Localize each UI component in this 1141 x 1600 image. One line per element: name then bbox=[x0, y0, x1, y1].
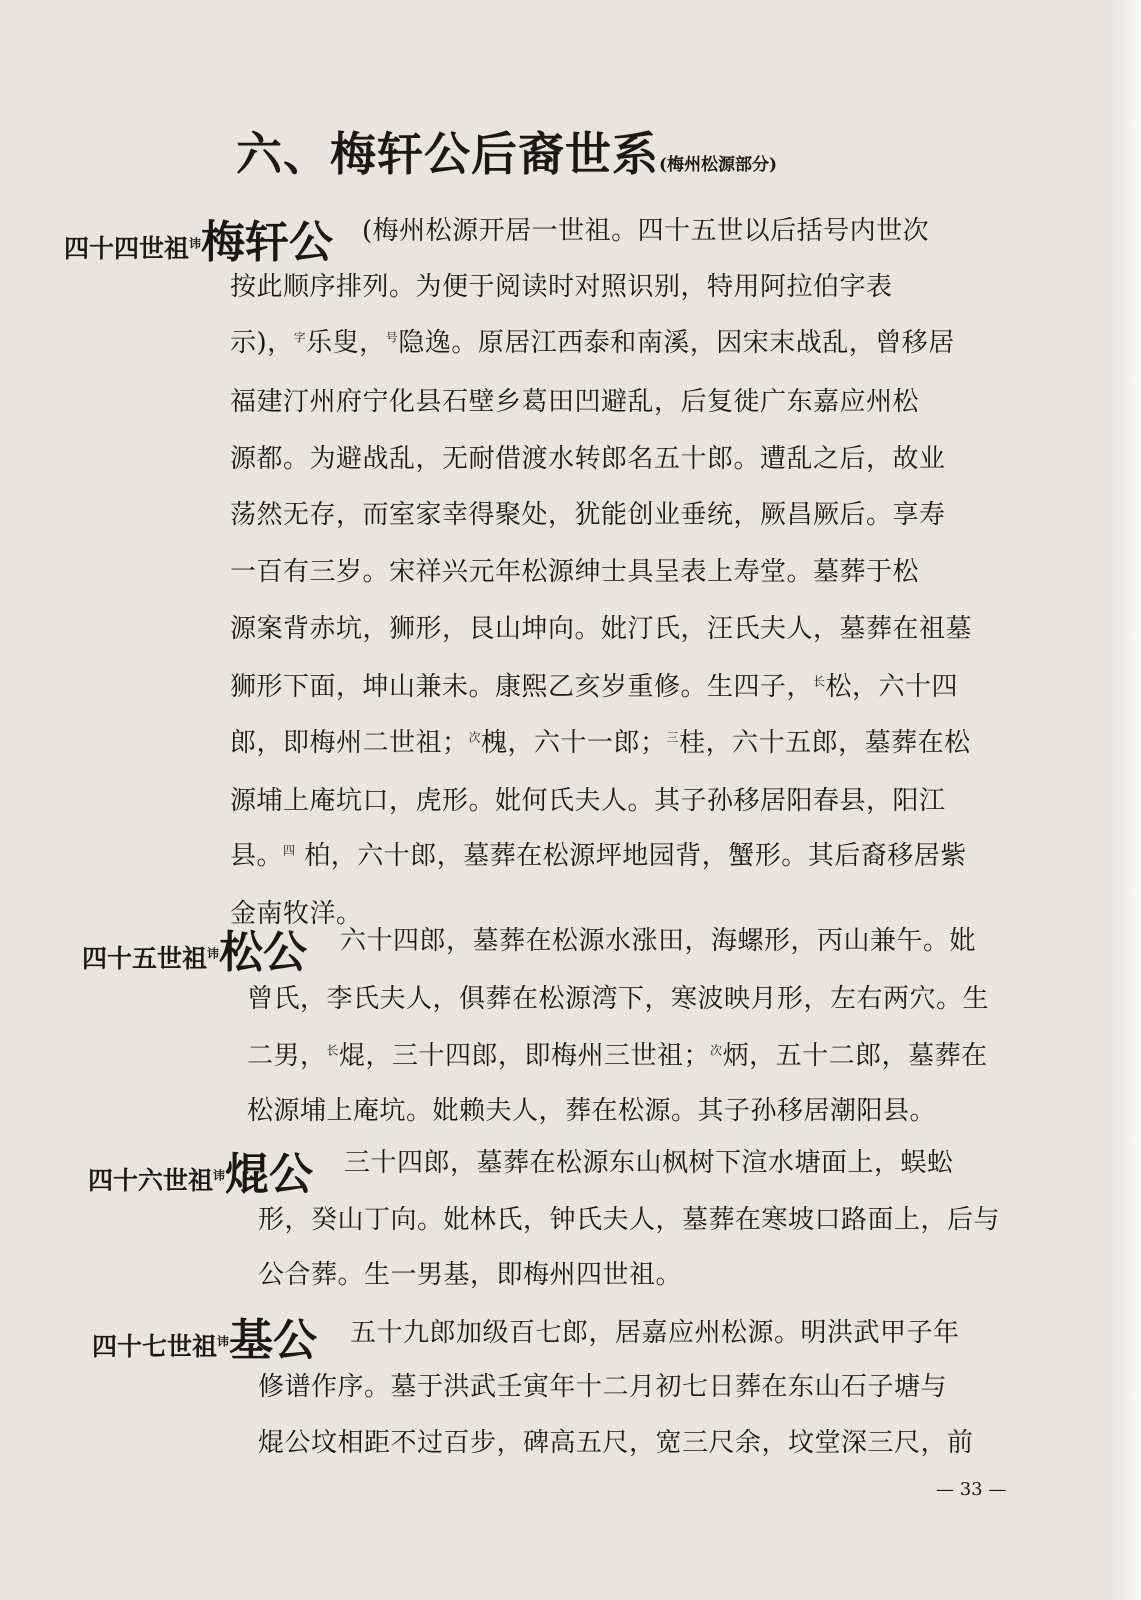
hui-mark: 讳 bbox=[207, 946, 220, 961]
superscript-marker: 长 bbox=[326, 1043, 340, 1058]
text-line: 松源埔上庵坑。妣赖夫人，葬在松源。其子孙移居潮阳县。 bbox=[247, 1096, 937, 1126]
text-line: 焜公坟相距不过百步，碑高五尺，宽三尺余，坟堂深三尺，前 bbox=[258, 1428, 974, 1458]
text-line: 六十四郎，墓葬在松源水涨田，海螺形，丙山兼午。妣 bbox=[340, 926, 977, 956]
generation-label bbox=[82, 916, 309, 980]
text-line: 形，癸山丁向。妣林氏，钟氏夫人，墓葬在寒坡口路面上，后与 bbox=[258, 1205, 1001, 1235]
ancestor-name: 梅轩公 bbox=[201, 217, 334, 268]
title-main: 六、梅轩公后裔世系 bbox=[236, 127, 659, 181]
text-line: 一百有三岁。宋祥兴元年松源绅士具呈表上寿堂。墓葬于松 bbox=[230, 557, 920, 587]
text-line: 福建汀州府宁化县石壁乡葛田凹避乱，后复徙广东嘉应州松 bbox=[230, 387, 920, 417]
superscript-marker: 长 bbox=[813, 674, 826, 689]
hui-mark: 讳 bbox=[213, 1168, 226, 1183]
text-line: 金南牧洋。 bbox=[230, 899, 363, 929]
page-edge bbox=[1111, 0, 1141, 1600]
text-segment: 狮形下面，坤山兼未。康熙乙亥岁重修。生四子， bbox=[230, 672, 814, 702]
text-segment: 柏，六十郎，墓葬在松源坪地园背，蟹形。其后裔移居紫 bbox=[295, 841, 967, 871]
text-line bbox=[230, 322, 955, 359]
text-segment: 炳，五十二郎，墓葬在 bbox=[722, 1041, 988, 1071]
text-line bbox=[247, 1035, 988, 1072]
generation-text: 四十六世祖 bbox=[88, 1166, 214, 1195]
ancestor-name: 焜公 bbox=[225, 1149, 314, 1200]
hui-mark: 讳 bbox=[189, 236, 202, 251]
text-segment: 隐逸。原居江西泰和南溪，因宋末战乱，曾移居 bbox=[398, 328, 955, 358]
ancestor-name: 松公 bbox=[219, 927, 308, 978]
ancestor-name: 基公 bbox=[229, 1315, 318, 1366]
superscript-marker: 字 bbox=[293, 330, 307, 345]
text-line bbox=[230, 666, 958, 703]
text-segment: 桂，六十五郎，墓葬在松 bbox=[679, 728, 971, 758]
generation-label bbox=[64, 206, 335, 270]
superscript-marker: 四 bbox=[283, 843, 296, 858]
text-segment: 焜，三十四郎，即梅州三世祖； bbox=[339, 1041, 711, 1071]
text-line: 曾氏，李氏夫人，俱葬在松源湾下，寒波映月形，左右两穴。生 bbox=[247, 984, 990, 1014]
title-sub: (梅州松源部分) bbox=[659, 155, 778, 175]
generation-label bbox=[92, 1304, 319, 1368]
generation-text: 四十五世祖 bbox=[82, 944, 208, 973]
text-line: 修谱作序。墓于洪武壬寅年十二月初七日葬在东山石子塘与 bbox=[258, 1372, 948, 1402]
generation-label bbox=[88, 1138, 315, 1202]
text-line: 公合葬。生一男基，即梅州四世祖。 bbox=[258, 1260, 683, 1290]
text-segment: 二男， bbox=[247, 1041, 327, 1071]
text-line bbox=[230, 722, 971, 759]
page-title bbox=[236, 118, 777, 184]
hui-mark: 讳 bbox=[217, 1334, 230, 1349]
text-segment: 松，六十四 bbox=[825, 672, 959, 702]
text-line bbox=[230, 835, 967, 872]
superscript-marker: 次 bbox=[468, 730, 482, 745]
text-segment: 槐，六十一郎； bbox=[481, 728, 667, 758]
text-segment: 乐叟， bbox=[306, 328, 386, 358]
text-line: 三十四郎，墓葬在松源东山枫树下渲水塘面上，蜈蚣 bbox=[344, 1148, 954, 1178]
superscript-marker: 三 bbox=[666, 730, 680, 745]
text-line: 五十九郎加级百七郎，居嘉应州松源。明洪武甲子年 bbox=[350, 1318, 960, 1348]
text-segment: 示)， bbox=[230, 328, 294, 358]
text-line: 荡然无存，而室家幸得聚处，犹能创业垂统，厥昌厥后。享寿 bbox=[230, 500, 946, 530]
superscript-marker: 次 bbox=[710, 1043, 723, 1058]
text-segment: 郎，即梅州二世祖； bbox=[230, 728, 469, 758]
generation-text: 四十四世祖 bbox=[64, 234, 190, 263]
page-number: — 33 — bbox=[936, 1479, 1007, 1500]
generation-text: 四十七世祖 bbox=[92, 1332, 218, 1361]
text-line: 源埔上庵坑口，虎形。妣何氏夫人。其子孙移居阳春县，阳江 bbox=[230, 786, 946, 816]
superscript-marker: 号 bbox=[385, 330, 399, 345]
text-segment: 县。 bbox=[230, 841, 284, 871]
text-line: 源案背赤坑，狮形，艮山坤向。妣汀氏，汪氏夫人，墓葬在祖墓 bbox=[230, 614, 973, 644]
text-line: (梅州松源开居一世祖。四十五世以后括号内世次 bbox=[362, 216, 930, 246]
text-line: 源都。为避战乱，无耐借渡水转郎名五十郎。遭乱之后，故业 bbox=[230, 444, 946, 474]
text-line: 按此顺序排列。为便于阅读时对照识别，特用阿拉伯字表 bbox=[230, 272, 893, 302]
